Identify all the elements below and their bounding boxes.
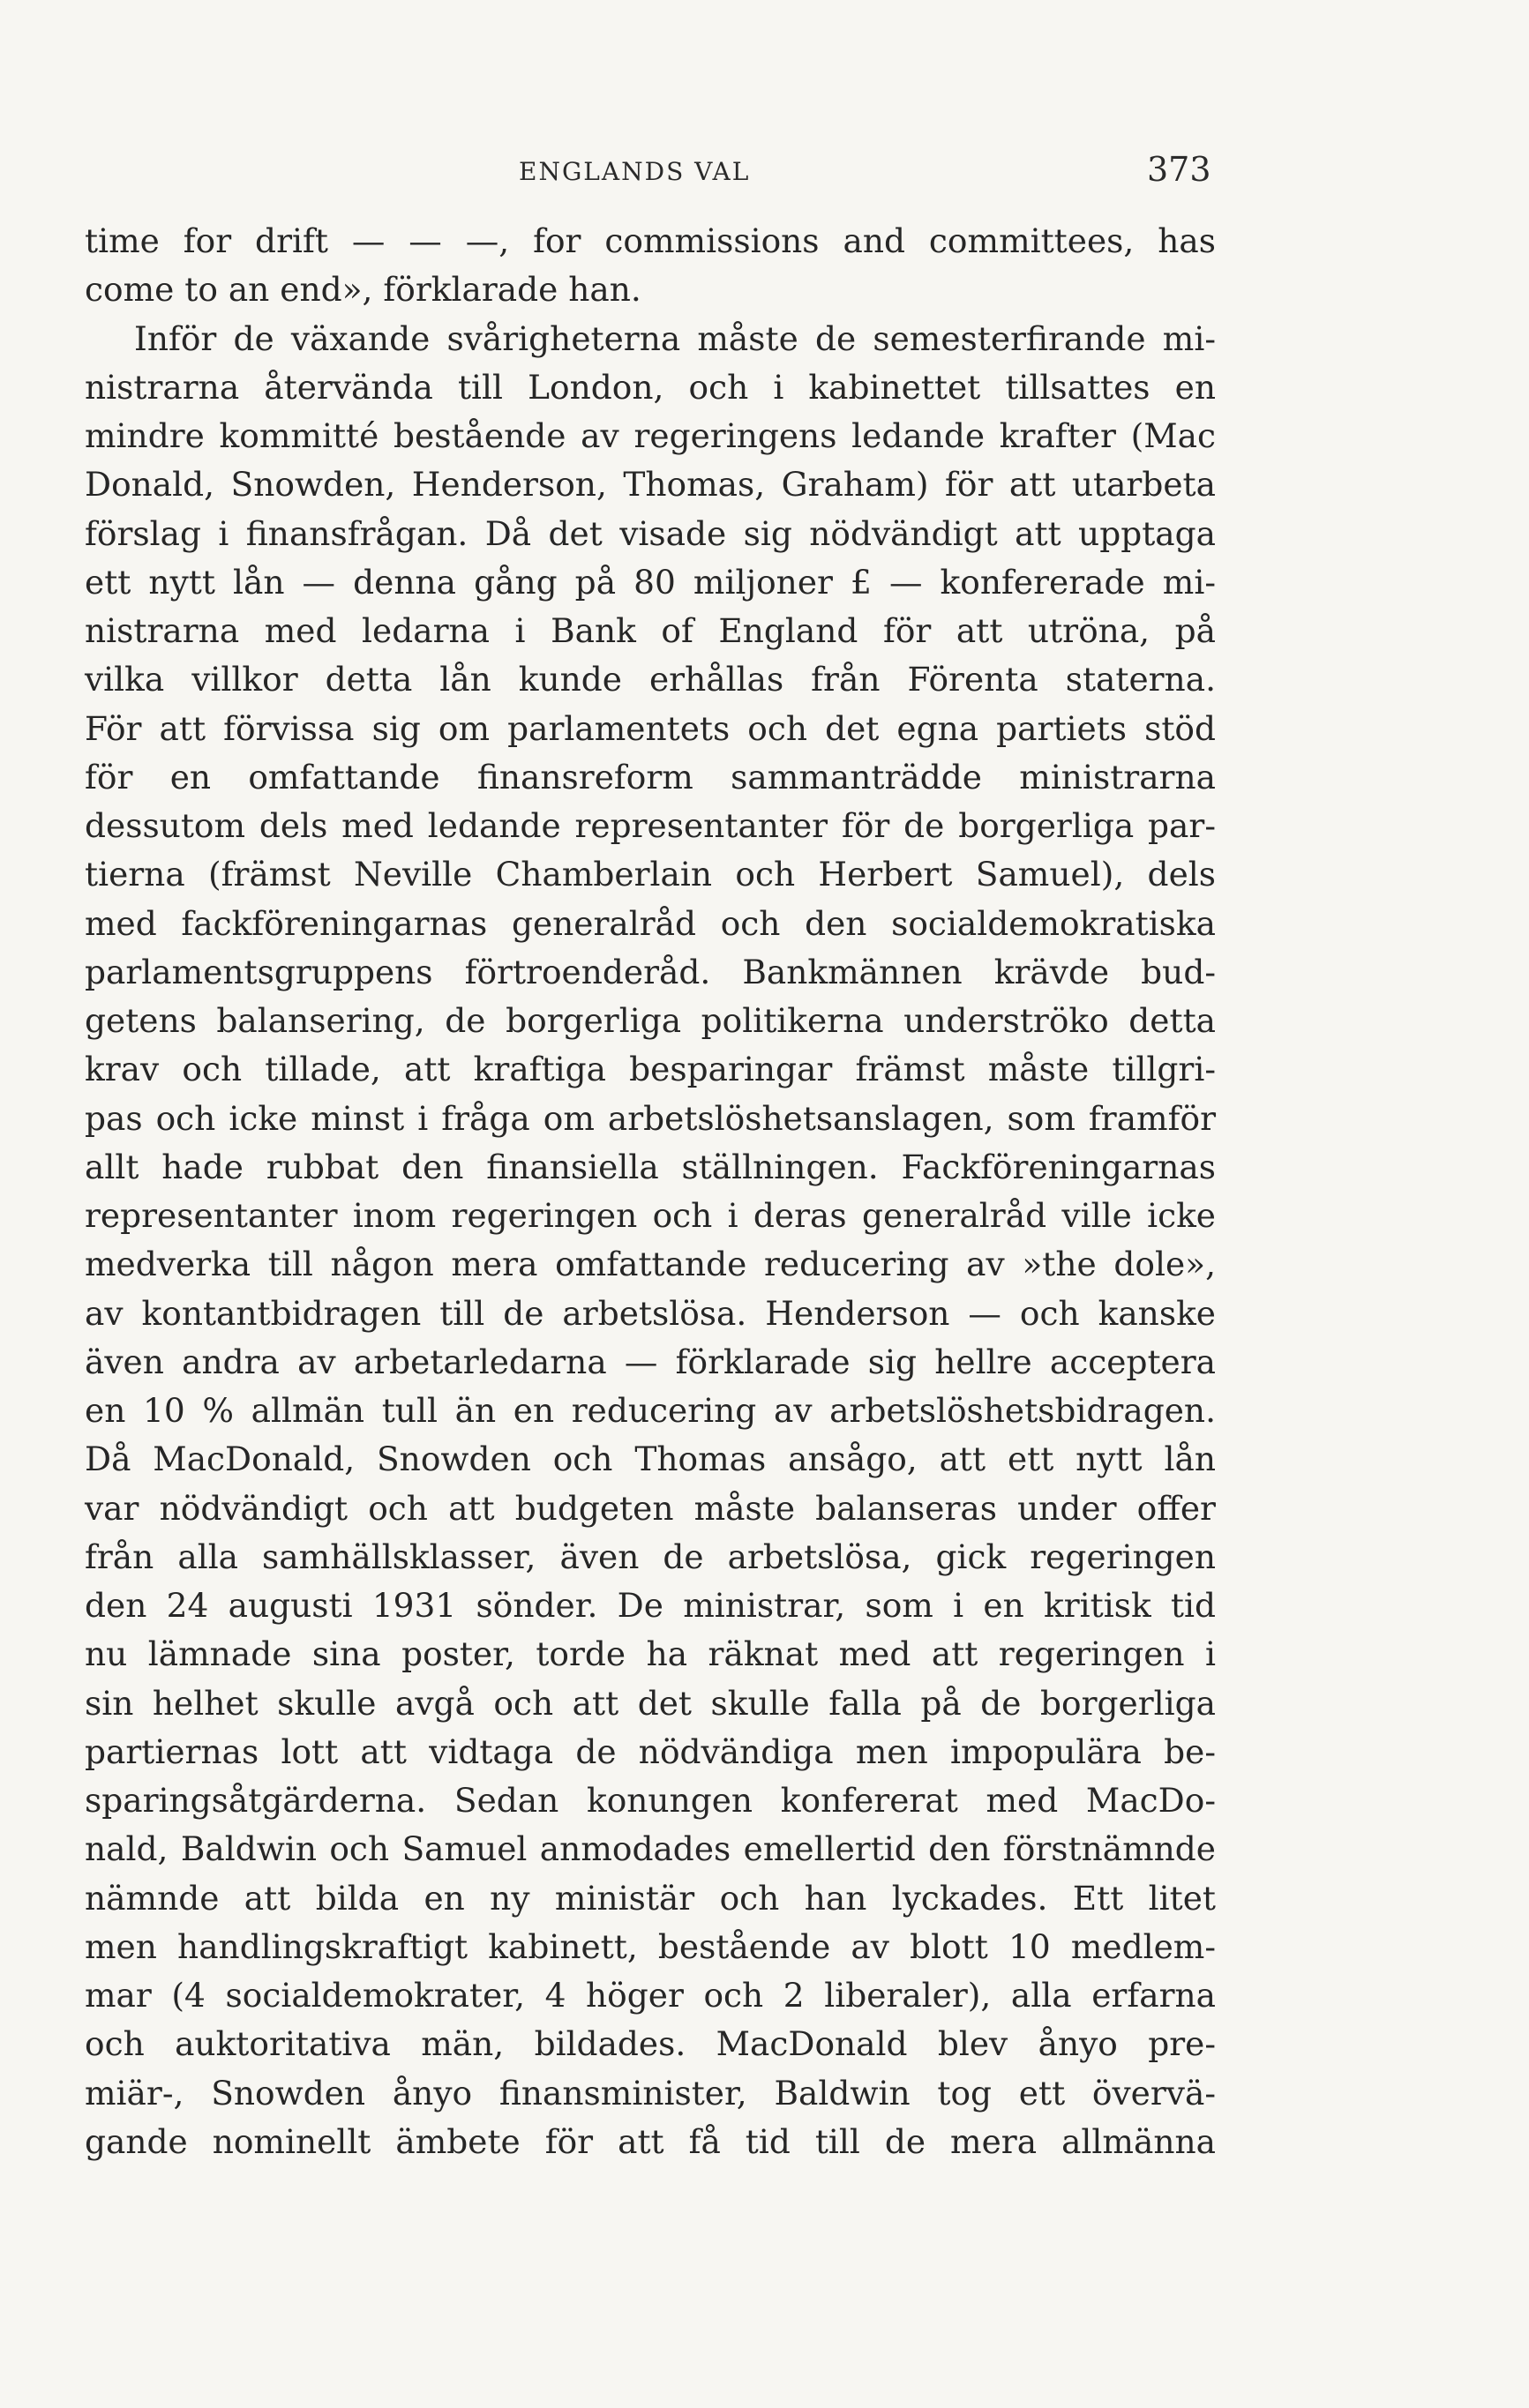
- text-line: även andra av arbetarledarna — förklarade sig hellre acceptera: [85, 1342, 1216, 1381]
- text-line: Donald, Snowden, Henderson, Thomas, Graham) för att utarbeta: [85, 465, 1216, 505]
- text-line: sparingsåtgärderna. Sedan konungen konfererat med MacDo-: [85, 1781, 1216, 1820]
- text-line: men handlingskraftigt kabinett, bestående av blott 10 medlem-: [85, 1926, 1216, 1966]
- text-line: av kontantbidragen till de arbetslösa. Henderson — och kanske: [85, 1293, 1216, 1333]
- text-line: var nödvändigt och att budgeten måste balanseras under offer: [85, 1488, 1216, 1528]
- text-line: mar (4 socialdemokrater, 4 höger och 2 liberaler), alla erfarna: [85, 1976, 1216, 2015]
- text-line: medverka till någon mera omfattande reducering av »the dole»,: [85, 1245, 1216, 1284]
- text-line: nistrarna med ledarna i Bank of England för att utröna, på: [85, 611, 1216, 650]
- text-line: partiernas lott att vidtaga de nödvändiga men impopulära be-: [85, 1731, 1216, 1771]
- text-line: gande nominellt ämbete för att få tid till de mera allmänna: [85, 2121, 1216, 2161]
- text-line: getens balansering, de borgerliga politikerna underströko detta: [85, 1001, 1216, 1040]
- text-line: den 24 augusti 1931 sönder. De ministrar, som i en kritisk tid: [85, 1586, 1216, 1625]
- text-line: pas och icke minst i fråga om arbetslöshetsanslagen, som framför: [85, 1098, 1216, 1138]
- text-line: mindre kommitté bestående av regeringens ledande krafter (Mac: [85, 416, 1216, 455]
- text-line: för en omfattande finansreform sammanträdde ministrarna: [85, 757, 1216, 796]
- text-line: come to an end», förklarade han.: [85, 270, 641, 310]
- text-line: allt hade rubbat den finansiella ställningen. Fackföreningarnas: [85, 1147, 1216, 1186]
- text-line: nistrarna återvända till London, och i kabinettet tillsattes en: [85, 367, 1216, 407]
- text-line: tierna (främst Neville Chamberlain och Herbert Samuel), dels: [85, 855, 1216, 894]
- text-line: förslag i finansfrågan. Då det visade sig nödvändigt att upptaga: [85, 513, 1216, 553]
- text-line: nald, Baldwin och Samuel anmodades emellertid den förstnämnde: [85, 1829, 1216, 1869]
- text-line: vilka villkor detta lån kunde erhållas från Förenta staterna.: [85, 660, 1216, 699]
- text-line: Då MacDonald, Snowden och Thomas ansågo, att ett nytt lån: [85, 1440, 1216, 1479]
- text-line: sin helhet skulle avgå och att det skulle falla på de borgerliga: [85, 1683, 1216, 1723]
- text-line: med fackföreningarnas generalråd och den socialdemokratiska: [85, 903, 1216, 943]
- running-header: [0, 148, 1529, 192]
- body-text: [85, 217, 1216, 2166]
- text-line: dessutom dels med ledande representanter för de borgerliga par-: [85, 806, 1216, 845]
- text-line: parlamentsgruppens förtroenderåd. Bankmännen krävde bud-: [85, 952, 1216, 991]
- running-title: ENGLANDS VAL: [519, 157, 751, 186]
- text-line: miär-, Snowden ånyo finansminister, Baldwin tog ett övervä-: [85, 2073, 1216, 2113]
- text-line: nu lämnade sina poster, torde ha räknat med att regeringen i: [85, 1634, 1216, 1674]
- text-line: time for drift — — —, for commissions and committees, has: [85, 221, 1216, 260]
- page-number: 373: [1147, 150, 1211, 189]
- text-line: representanter inom regeringen och i deras generalråd ville icke: [85, 1196, 1216, 1235]
- text-line: krav och tillade, att kraftiga besparingar främst måste tillgri-: [85, 1050, 1216, 1089]
- text-line: nämnde att bilda en ny ministär och han lyckades. Ett litet: [85, 1878, 1216, 1918]
- text-line: ett nytt lån — denna gång på 80 miljoner £ — konfererade mi-: [85, 562, 1216, 602]
- text-line: För att förvissa sig om parlamentets och det egna partiets stöd: [85, 708, 1216, 748]
- text-line: en 10 % allmän tull än en reducering av arbetslöshetsbidragen.: [85, 1391, 1216, 1430]
- text-line: och auktoritativa män, bildades. MacDonald blev ånyo pre-: [85, 2024, 1216, 2064]
- text-line: från alla samhällsklasser, även de arbetslösa, gick regeringen: [85, 1537, 1216, 1576]
- text-line: Inför de växande svårigheterna måste de semesterfirande mi-: [134, 318, 1216, 358]
